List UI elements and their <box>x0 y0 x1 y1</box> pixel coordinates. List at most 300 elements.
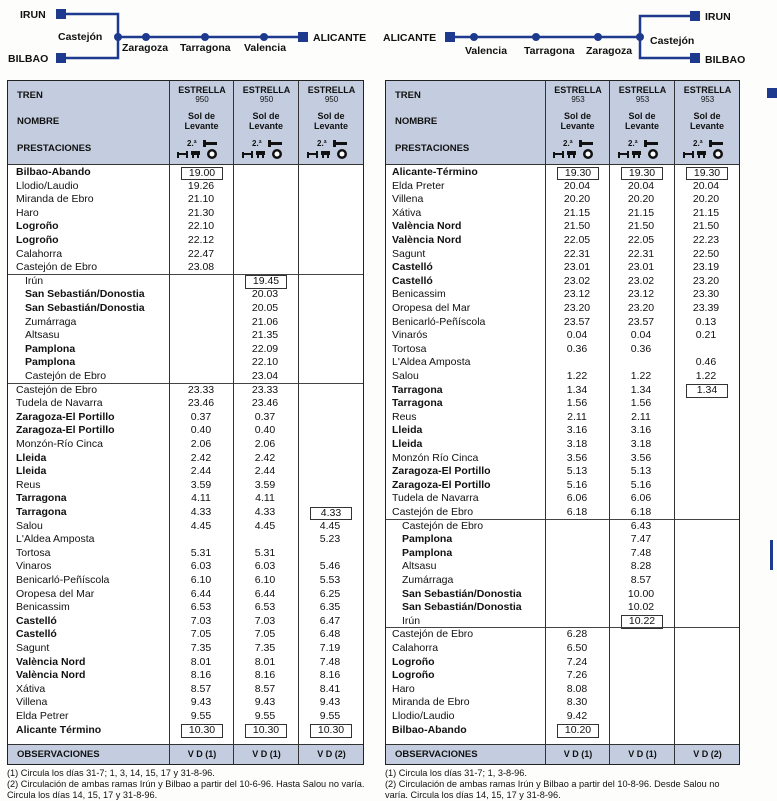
departure-time: 7.26 <box>566 669 588 682</box>
column-divider <box>169 164 170 764</box>
departure-time: 5.13 <box>630 465 652 478</box>
departure-time: 0.36 <box>630 342 652 355</box>
station-name: Zaragoza-El Portillo <box>16 410 115 423</box>
station-name: Reus <box>16 478 41 491</box>
departure-time: 23.12 <box>563 288 591 301</box>
departure-time: 6.06 <box>630 492 652 505</box>
route-left-bilbao: BILBAO <box>8 53 49 65</box>
departure-time: 3.59 <box>254 478 276 491</box>
departure-time: 1.22 <box>566 370 588 382</box>
departure-time: 2.42 <box>190 451 212 464</box>
departure-time: 23.39 <box>692 302 720 314</box>
castejon-stop-marker-right <box>636 33 644 41</box>
departure-time: 20.20 <box>692 193 720 206</box>
departure-time: 9.55 <box>319 710 341 722</box>
observation-code: V D (1) <box>233 745 299 764</box>
station-name: Benicarló-Peñíscola <box>16 574 110 586</box>
alicante-terminal-marker-right <box>445 32 455 42</box>
amenities-icons <box>298 134 364 164</box>
station-name: Llodio/Laudio <box>16 179 79 192</box>
departure-time: 1.34 <box>630 383 652 396</box>
row-nombre <box>8 109 363 135</box>
station-name: Monzón-Río Cinca <box>16 438 103 450</box>
departure-time: 23.02 <box>627 274 655 287</box>
station-name: Reus <box>392 410 417 423</box>
train-header <box>609 81 675 109</box>
departure-time: 19.26 <box>187 179 215 192</box>
station-name: Castejón de Ebro <box>392 506 474 518</box>
departure-time: 7.05 <box>254 628 276 641</box>
station-name: València Nord <box>392 234 462 246</box>
departure-time: 6.18 <box>566 506 588 518</box>
footnote-right-1: (1) Circula los días 31-7; 1, 3-8-96. <box>385 768 527 778</box>
departure-time: 23.04 <box>251 370 279 382</box>
amenities-icon <box>681 138 735 160</box>
station-name: Villena <box>16 696 48 709</box>
train-number: 950 <box>195 95 209 104</box>
departure-time: 4.33 <box>254 506 276 518</box>
bilbao-terminal-marker <box>56 53 66 63</box>
departure-time: 21.30 <box>187 206 215 219</box>
departure-time: 22.05 <box>563 234 591 246</box>
departure-time: 20.05 <box>251 302 279 314</box>
station-name: Pamplona <box>402 546 453 559</box>
amenities-icon <box>240 138 294 160</box>
departure-time: 20.20 <box>563 193 591 206</box>
departure-time: 2.44 <box>254 465 276 478</box>
svg-text:2.ª: 2.ª <box>251 139 262 148</box>
route-left-valencia: Valencia <box>244 42 287 54</box>
train-name: ESTRELLA <box>242 84 291 95</box>
station-name: Tarragona <box>16 492 67 505</box>
svg-text:2.ª: 2.ª <box>627 139 638 148</box>
station-name: Vinaros <box>16 560 52 573</box>
departure-time: 8.01 <box>190 655 212 668</box>
observation-code: V D (2) <box>674 745 740 764</box>
station-name: Lleida <box>392 438 423 450</box>
station-name: Villena <box>392 193 424 206</box>
departure-time: 6.48 <box>319 628 341 641</box>
amenities-icons <box>545 134 610 164</box>
departure-time: 1.34 <box>686 384 728 398</box>
train-name: ESTRELLA <box>618 84 667 95</box>
departure-time: 10.02 <box>627 601 655 614</box>
departure-time: 23.30 <box>692 288 720 301</box>
departure-time: 23.46 <box>251 397 279 410</box>
departure-time: 20.20 <box>627 193 655 206</box>
page-edge-tab <box>767 88 777 98</box>
valencia-stop-marker-right <box>470 33 478 41</box>
departure-time: 21.50 <box>563 220 591 233</box>
departure-time: 22.05 <box>627 234 655 246</box>
station-name: Tarragona <box>16 506 67 518</box>
departure-time: 6.28 <box>566 628 588 641</box>
station-name: Logroño <box>392 669 435 682</box>
station-name: Monzón Río Cinca <box>392 451 479 464</box>
label-tren: TREN <box>17 90 43 101</box>
departure-time: 23.12 <box>627 288 655 301</box>
label-prestaciones: PRESTACIONES <box>395 143 470 154</box>
observation-code: V D (1) <box>609 745 675 764</box>
station-name: Zumárraga <box>25 315 77 328</box>
station-name: Tudela de Navarra <box>16 397 103 410</box>
column-divider <box>545 164 546 764</box>
departure-time: 22.10 <box>251 356 279 369</box>
departure-time: 5.46 <box>319 560 341 573</box>
departure-time: 20.04 <box>563 179 591 192</box>
label-nombre: NOMBRE <box>17 116 60 127</box>
alicante-terminal-marker <box>298 32 308 42</box>
zaragoza-stop-marker <box>142 33 150 41</box>
station-name: Altsasu <box>402 560 437 573</box>
station-name: Salou <box>392 370 419 382</box>
departure-time: 22.50 <box>692 247 720 260</box>
departure-time: 9.42 <box>566 710 588 722</box>
departure-time: 6.44 <box>190 587 212 600</box>
station-name: Calahorra <box>392 642 439 654</box>
departure-time: 8.30 <box>566 696 588 709</box>
departure-time: 0.21 <box>695 329 717 342</box>
departure-time: 19.30 <box>557 167 599 181</box>
station-name: Tudela de Navarra <box>392 492 479 505</box>
departure-time: 8.16 <box>254 669 276 682</box>
station-name: Tarragona <box>392 383 443 396</box>
station-name: Benicassim <box>16 601 70 614</box>
departure-time: 3.56 <box>630 451 652 464</box>
amenities-icons <box>233 134 299 164</box>
station-name: Castejón de Ebro <box>16 261 98 274</box>
train-number: 953 <box>635 95 650 104</box>
zaragoza-stop-marker-right <box>594 33 602 41</box>
irun-terminal-marker <box>56 9 66 19</box>
row-prestaciones <box>8 134 363 165</box>
amenities-icon <box>616 138 670 160</box>
departure-time: 7.35 <box>254 642 276 654</box>
route-right-irun: IRUN <box>705 11 731 23</box>
departure-time: 9.43 <box>190 696 212 709</box>
label-prestaciones: PRESTACIONES <box>17 143 92 154</box>
station-name: Tortosa <box>16 546 51 559</box>
station-name: Pamplona <box>402 533 453 546</box>
departure-time: 9.43 <box>254 696 276 709</box>
station-name: Irún <box>402 614 421 627</box>
departure-time: 0.37 <box>254 410 276 423</box>
departure-time: 6.53 <box>254 601 276 614</box>
footnote-left-1: (1) Circula los días 31-7; 1, 3, 14, 15, 17 y 31-8-96. <box>7 768 215 778</box>
station-name: San Sebastián/Donostia <box>402 601 522 614</box>
departure-time: 3.16 <box>630 424 652 437</box>
departure-time: 4.11 <box>255 492 275 505</box>
station-name: Zaragoza-El Portillo <box>392 465 491 478</box>
departure-time: 7.19 <box>319 642 341 654</box>
station-name: Zumárraga <box>402 574 454 586</box>
station-name: Oropesa del Mar <box>16 587 95 600</box>
page-edge-tab <box>770 540 773 570</box>
amenities-icons <box>609 134 675 164</box>
column-divider <box>298 164 299 764</box>
departure-time: 4.11 <box>191 492 211 505</box>
departure-time: 23.01 <box>563 261 591 274</box>
departure-time: 2.06 <box>190 438 212 450</box>
departure-time: 23.20 <box>627 302 655 314</box>
station-name: Oropesa del Mar <box>392 302 471 314</box>
station-name: Haro <box>392 682 415 695</box>
departure-time: 3.59 <box>190 478 212 491</box>
label-observaciones: OBSERVACIONES <box>395 749 478 760</box>
station-name: Vinarós <box>392 329 428 342</box>
departure-time: 5.31 <box>190 546 212 559</box>
station-name: Tortosa <box>392 342 427 355</box>
departure-time: 5.16 <box>566 478 588 491</box>
amenities-icon <box>305 138 359 160</box>
station-name: Castejón de Ebro <box>25 370 107 382</box>
departure-time: 23.46 <box>187 397 215 410</box>
departure-time: 21.50 <box>692 220 720 233</box>
station-name: Alicante Término <box>16 723 102 736</box>
departure-time: 6.06 <box>566 492 588 505</box>
departure-time: 20.04 <box>692 179 720 192</box>
departure-time: 6.47 <box>319 614 341 627</box>
departure-time: 23.20 <box>563 302 591 314</box>
train-name: ESTRELLA <box>307 84 356 95</box>
station-name: Logroño <box>16 220 59 233</box>
departure-time: 6.03 <box>190 560 212 573</box>
departure-time: 2.44 <box>190 465 212 478</box>
departure-time: 22.23 <box>692 234 720 246</box>
station-name: L'Aldea Amposta <box>16 533 95 546</box>
departure-time: 5.23 <box>319 533 341 546</box>
departure-time: 10.20 <box>557 724 599 738</box>
station-name: Miranda de Ebro <box>16 193 94 206</box>
departure-time: 6.53 <box>190 601 212 614</box>
departure-time: 4.45 <box>190 519 212 532</box>
departure-time: 21.15 <box>627 206 655 219</box>
irun-terminal-marker-right <box>690 11 700 21</box>
departure-time: 8.57 <box>190 682 212 695</box>
departure-time: 0.36 <box>566 342 588 355</box>
column-divider <box>233 164 234 764</box>
departure-time: 23.33 <box>187 383 215 396</box>
label-tren: TREN <box>395 90 421 101</box>
row-tren <box>8 81 363 110</box>
route-right-bilbao: BILBAO <box>705 54 746 66</box>
tarragona-stop-marker <box>201 33 209 41</box>
service-name: Sol de Levante <box>545 109 609 134</box>
departure-time: 3.56 <box>566 451 588 464</box>
departure-time: 9.55 <box>190 710 212 722</box>
departure-time: 1.22 <box>630 370 652 382</box>
train-header <box>298 81 364 109</box>
departure-time: 22.47 <box>187 247 215 260</box>
departure-time: 6.10 <box>254 574 276 586</box>
departure-time: 23.33 <box>251 383 279 396</box>
station-name: Pamplona <box>25 356 76 369</box>
svg-text:2.ª: 2.ª <box>563 139 573 148</box>
label-observaciones: OBSERVACIONES <box>17 749 100 760</box>
station-name: Benicarló-Peñíscola <box>392 315 486 328</box>
route-right-zaragoza: Zaragoza <box>586 45 633 57</box>
castejon-stop-marker <box>114 33 122 41</box>
departure-time: 0.04 <box>630 329 652 342</box>
station-name: Bilbao-Abando <box>16 166 91 178</box>
departure-time: 0.46 <box>695 356 717 369</box>
departure-time: 0.13 <box>695 315 717 328</box>
departure-time: 21.35 <box>251 329 279 342</box>
station-name: Benicassim <box>392 288 446 301</box>
row-tren <box>386 81 739 110</box>
train-name: ESTRELLA <box>554 84 602 95</box>
route-right-valencia: Valencia <box>465 45 508 57</box>
service-name: Sol de Levante <box>233 109 298 134</box>
station-name: Castejón de Ebro <box>392 628 474 641</box>
station-name: Pamplona <box>25 342 76 355</box>
departure-time: 10.30 <box>245 724 287 738</box>
station-name: Xátiva <box>392 206 422 219</box>
svg-text:2.ª: 2.ª <box>187 139 197 148</box>
route-right-tarragona: Tarragona <box>524 45 575 57</box>
row-prestaciones <box>386 134 739 165</box>
departure-time: 21.15 <box>692 206 720 219</box>
departure-time: 2.11 <box>631 410 651 423</box>
station-name: Zaragoza-El Portillo <box>392 478 491 491</box>
tarragona-stop-marker-right <box>532 33 540 41</box>
departure-time: 7.24 <box>566 655 588 668</box>
train-header <box>169 81 234 109</box>
column-divider <box>609 164 610 764</box>
station-name: València Nord <box>16 655 86 668</box>
departure-time: 22.09 <box>251 342 279 355</box>
route-left-tarragona: Tarragona <box>180 42 231 54</box>
departure-time: 21.15 <box>563 206 591 219</box>
departure-time: 19.00 <box>181 167 223 181</box>
departure-time: 23.01 <box>627 261 655 274</box>
departure-time: 22.10 <box>187 220 215 233</box>
station-name: San Sebastián/Donostia <box>25 302 145 314</box>
station-name: Xátiva <box>16 682 46 695</box>
departure-time: 8.41 <box>319 682 341 695</box>
observation-code: V D (1) <box>169 745 234 764</box>
departure-time: 0.40 <box>190 424 212 437</box>
departure-time: 8.01 <box>254 655 276 668</box>
row-observaciones <box>8 744 363 764</box>
service-name: Sol de Levante <box>169 109 233 134</box>
departure-time: 19.30 <box>621 167 663 181</box>
row-nombre <box>386 109 739 135</box>
departure-time: 1.22 <box>695 370 717 382</box>
station-name: Castejón de Ebro <box>402 519 484 532</box>
departure-time: 22.31 <box>627 247 655 260</box>
departure-time: 8.28 <box>630 560 652 573</box>
route-diagrams <box>0 0 777 78</box>
station-name: Lleida <box>16 465 47 478</box>
departure-time: 22.31 <box>563 247 591 260</box>
departure-time: 4.33 <box>190 506 212 518</box>
row-separator <box>8 274 363 275</box>
departure-time: 20.04 <box>627 179 655 192</box>
departure-time: 6.44 <box>254 587 276 600</box>
station-name: Castejón de Ebro <box>16 383 98 396</box>
train-number: 953 <box>700 95 715 104</box>
service-name: Sol de Levante <box>298 109 363 134</box>
route-right-alicante: ALICANTE <box>383 32 437 44</box>
departure-time: 2.06 <box>254 438 276 450</box>
row-observaciones <box>386 744 739 764</box>
departure-time: 8.16 <box>190 669 212 682</box>
departure-time: 8.08 <box>566 682 588 695</box>
station-name: Lleida <box>16 451 47 464</box>
departure-time: 7.47 <box>630 533 652 546</box>
valencia-stop-marker <box>260 33 268 41</box>
departure-time: 10.22 <box>621 615 663 629</box>
observation-code: V D (1) <box>545 745 610 764</box>
departure-time: 23.57 <box>563 315 591 328</box>
departure-time: 5.13 <box>566 465 588 478</box>
departure-time: 23.19 <box>692 261 720 274</box>
station-name: L'Aldea Amposta <box>392 356 471 369</box>
station-name: Elda Petrer <box>16 710 69 722</box>
route-left-castejon: Castejón <box>58 31 103 43</box>
station-name: San Sebastián/Donostia <box>25 288 145 301</box>
observation-code: V D (2) <box>298 745 364 764</box>
departure-time: 21.50 <box>627 220 655 233</box>
station-name: Logroño <box>16 234 59 246</box>
departure-time: 0.37 <box>190 410 212 423</box>
column-divider <box>674 164 675 764</box>
departure-time: 3.18 <box>630 438 652 450</box>
departure-time: 5.16 <box>630 478 652 491</box>
amenities-icons <box>169 134 234 164</box>
station-name: Miranda de Ebro <box>392 696 470 709</box>
departure-time: 2.42 <box>254 451 276 464</box>
departure-time: 0.04 <box>566 329 588 342</box>
train-number: 950 <box>324 95 339 104</box>
departure-time: 1.56 <box>630 397 652 410</box>
service-name: Sol de Levante <box>609 109 674 134</box>
departure-time: 7.35 <box>190 642 212 654</box>
station-name: Elda Preter <box>392 179 445 192</box>
route-left-irun: IRUN <box>20 9 46 21</box>
departure-time: 1.56 <box>566 397 588 410</box>
station-name: San Sebastián/Donostia <box>402 587 522 600</box>
departure-time: 7.03 <box>254 614 276 627</box>
station-name: Salou <box>16 519 43 532</box>
departure-time: 22.12 <box>187 234 215 246</box>
departure-time: 6.35 <box>319 601 341 614</box>
departure-time: 6.43 <box>630 519 652 532</box>
departure-time: 7.03 <box>190 614 212 627</box>
departure-time: 23.02 <box>563 274 591 287</box>
service-name: Sol de Levante <box>674 109 739 134</box>
station-name: Altsasu <box>25 329 60 342</box>
station-name: Castelló <box>392 274 433 287</box>
amenities-icon <box>175 138 229 160</box>
station-name: Sagunt <box>392 247 426 260</box>
station-name: Alicante-Término <box>392 166 478 178</box>
footnote-left-2: (2) Circulación de ambas ramas Irún y Bilbao a partir del 10-6-96. Hasta Salou no varía. Circula los días 14, 15, 17 y 31-8-96. <box>7 779 365 800</box>
departure-time: 4.45 <box>319 519 341 532</box>
station-name: Irún <box>25 274 44 287</box>
station-name: València Nord <box>16 669 86 682</box>
departure-time: 8.57 <box>254 682 276 695</box>
departure-time: 7.05 <box>190 628 212 641</box>
footnote-right-2: (2) Circulación de ambas ramas Irún y Bilbao a partir del 10-8-96. Desde Salou no varía. Circula los días 14, 15, 17 y 31-8-96. <box>385 779 720 800</box>
departure-time: 8.16 <box>319 669 341 682</box>
station-name: Zaragoza-El Portillo <box>16 424 115 437</box>
amenities-icons <box>674 134 740 164</box>
departure-time: 2.11 <box>567 410 587 423</box>
train-header <box>674 81 740 109</box>
departure-time: 3.16 <box>566 424 588 437</box>
